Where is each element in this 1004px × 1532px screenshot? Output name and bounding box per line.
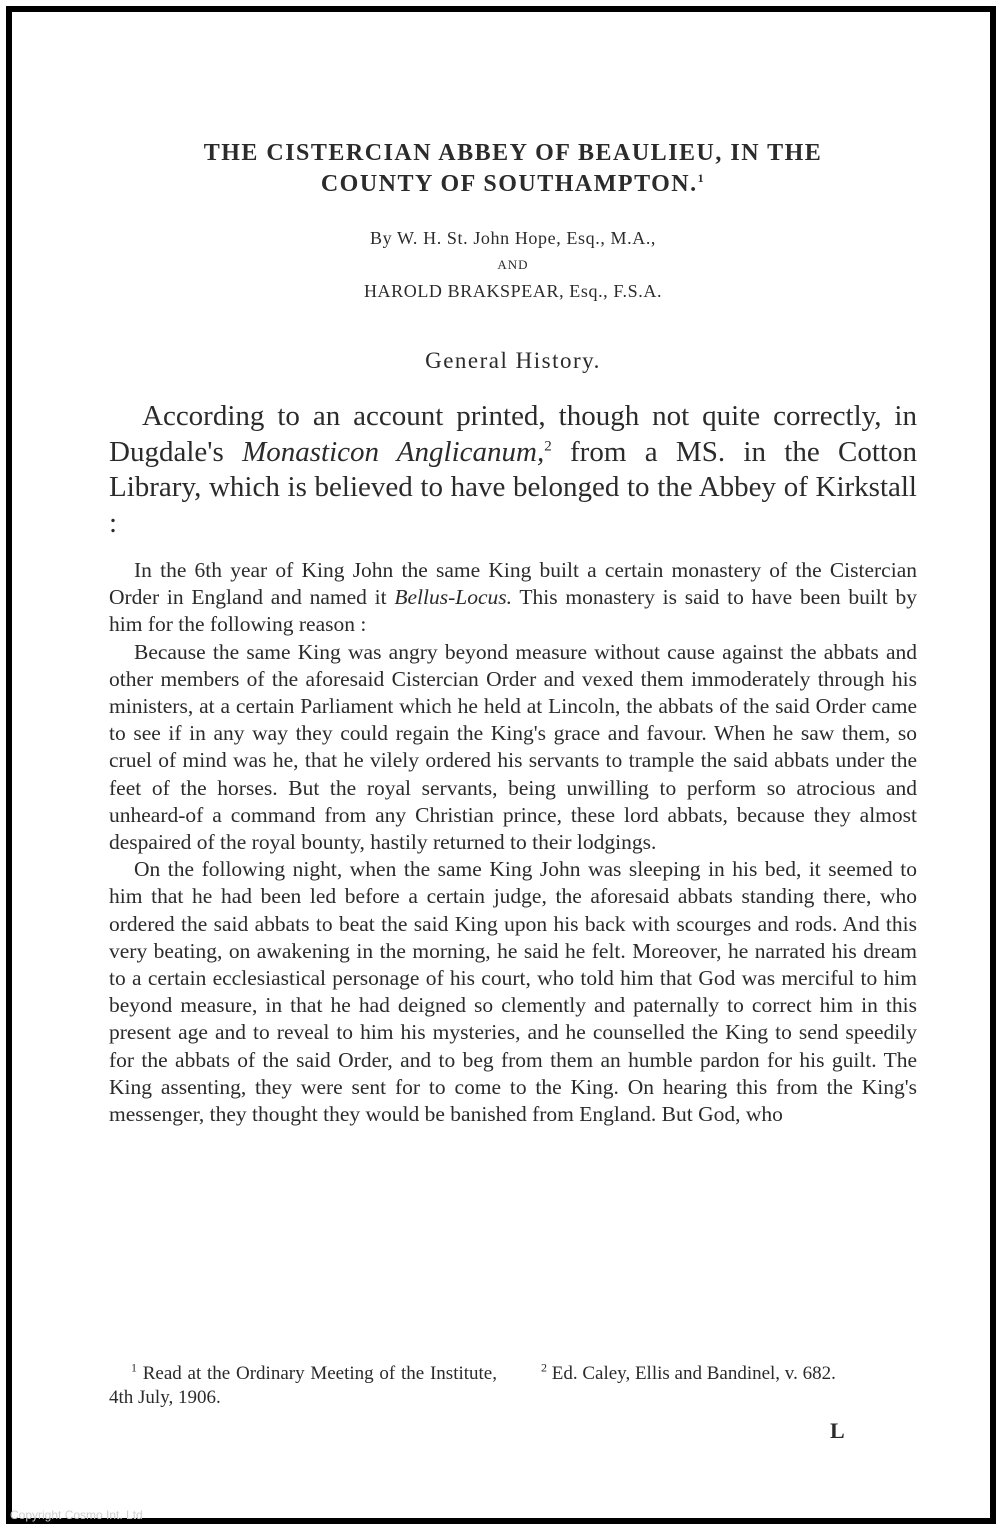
footnote-2-mark: 2: [541, 1360, 547, 1375]
article: [109, 138, 917, 1128]
paragraph-3: On the following night, when the same King John was sleeping in his bed, it seemed to him that he had been led before a certain judge, the aforesaid abbats standing there, who ordered the said abbats to beat the said King upon his back with scourges and rods. And this very beating, on awakening in the morning, he said he felt. Moreover, he narrated his dream to a certain ecclesiastical personage of his court, who told him that God was merciful to him beyond measure, in that he had deigned so clemently and paternally to correct him in this present age and to reveal to him his mysteries, and he counselled the King to send speedily for the abbats of the said Order, and to beg from them an humble pardon for his guilt. The King assenting, they were sent for to come to the King. On hearing this from the King's messenger, they thought they would be banished from England. But God, who: [109, 857, 917, 1127]
author-2-name: HAROLD BRAKSPEAR,: [363, 281, 565, 301]
title-line-1: THE CISTERCIAN ABBEY OF BEAULIEU, IN THE: [203, 140, 823, 166]
signature-mark: L: [830, 1418, 845, 1443]
footnote-1: [109, 1362, 497, 1410]
footnote-2-text: Ed. Caley, Ellis and Bandinel, v. 682.: [547, 1363, 836, 1384]
paragraph-1-italic: Bellus-Locus.: [394, 585, 513, 610]
footnote-1-mark: 1: [131, 1360, 137, 1375]
intro-footnote-mark: 2: [544, 437, 552, 454]
body-text: [109, 557, 917, 1128]
author-1-name: W. H. St. John Hope,: [396, 228, 562, 248]
intro-paragraph: [109, 399, 917, 541]
title-line-2: COUNTY OF SOUTHAMPTON.: [320, 171, 698, 197]
author-2-suffix: Esq., F.S.A.: [569, 281, 663, 301]
intro-text-2: from a MS. in the Cotton Library, which is believed to have belonged to the Abbey of Kirkstall :: [109, 435, 917, 539]
article-title: [109, 138, 917, 200]
intro-italic-title: Monasticon Anglicanum,: [242, 435, 545, 468]
copyright-notice: Copyright Cosmo Int. Ltd: [10, 1508, 143, 1522]
title-footnote-mark: 1: [697, 171, 706, 185]
byline-author-2: [109, 281, 917, 302]
byline-author-1: [109, 228, 917, 249]
author-1-suffix: Esq., M.A.,: [566, 228, 657, 248]
footnote-1-text: Read at the Ordinary Meeting of the Institute, 4th July, 1906.: [109, 1363, 497, 1408]
byline-by: By: [369, 228, 393, 248]
footnote-2: [529, 1362, 917, 1386]
paragraph-1-text-b: This monastery is said to have been built by him for the following reason :: [109, 585, 918, 637]
byline-and: AND: [497, 257, 529, 272]
section-heading: General History.: [425, 348, 601, 373]
paragraph-2: Because the same King was angry beyond measure without cause against the abbats and other members of the aforesaid Cistercian Order and vexed them immoderately through his ministers, at a certain Parliament which he held at Lincoln, the abbats of the said Order came to see if in any way they could regain the King's grace and favour. When he saw them, so cruel of mind was he, that he vilely ordered his servants to trample the said abbats under the feet of the horses. But the royal servants, being unwilling to perform so atrocious and unheard-of a command from any Christian prince, these lord abbats, because they almost despaired of the royal bounty, hastily returned to their lodgings.: [109, 639, 917, 855]
intro-text-1: According to an account printed, though not quite correctly, in Dugdale's: [109, 400, 917, 468]
paragraph-1: [109, 557, 917, 639]
paragraph-1-text-a: In the 6th year of King John the same King built a certain monastery of the Cistercian Order in England and named it: [109, 558, 917, 610]
